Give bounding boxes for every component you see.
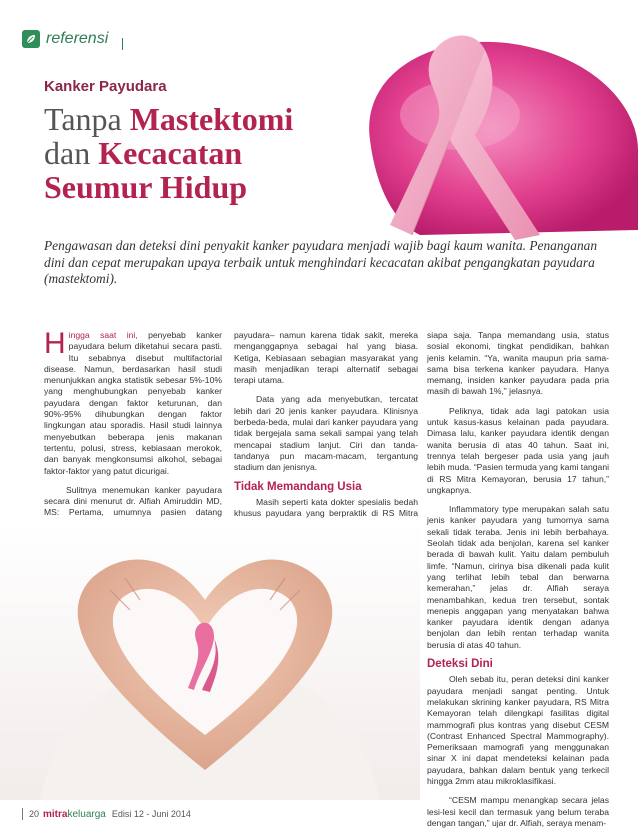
leaf-icon — [22, 30, 40, 48]
paragraph: Oleh sebab itu, peran deteksi dini kanker payudara menjadi sangat penting. Untuk melakukan skrining kanker payudara, RS Mitra Kemayoran telah dilengkapi fasilitas digital mammografi plus kontras yang disebut CESM (Contrast Enhanced Spectral Mammography). Pemeriksaan mamografi yang menggunakan sinar X ini dapat mendeteksi kelainan pada payudara, bahkan dalam bentuk yang terkecil hingga 2mm atau mikroklasifikasi. — [427, 674, 609, 786]
subheading: Deteksi Dini — [427, 658, 493, 671]
page-number: 20 — [29, 809, 40, 819]
title-emphasis: Mastektomi — [129, 101, 294, 137]
paragraph: payudara– namun karena tidak sakit, mereka menganggapnya sebagai hal yang biasa. Ketiga, Kebiasaan sebagian masyarakat yang masih menjadikan terapi alternatif sebagai terapi utama. — [234, 330, 418, 386]
lead-in: ingga saat ini, — [68, 330, 138, 340]
title-emphasis: Kecacatan — [98, 135, 243, 171]
paragraph: Inflammatory type merupakan salah satu jenis kanker payudara yang tumornya sama sekali tidak teraba. Jenis ini lebih berbahaya. Seolah tidak ada benjolan, karena sel kanker berada di bawah kulit. Yaitu dalam pembuluh limfe. “Namun, cirinya bisa dikenali pada kulit yang terlihat lebih tebal dan berwarna kemerahan,” jelas dr. Alfiah seraya menambahkan, kedua tren tersebut, sontak menepis anggapan yang menyatakan bahwa kanker payudara identik dengan adanya benjolan dan lebih rentan terhadap wanita berusia di atas 40 tahun. — [427, 504, 609, 650]
title-line-3 — [44, 170, 293, 204]
paragraph — [44, 327, 222, 477]
topic-label: Kanker Payudara — [44, 78, 167, 95]
title-line-2 — [44, 136, 293, 170]
section-tag — [22, 28, 108, 50]
section-label: referensi — [46, 30, 109, 47]
drop-cap: H — [44, 327, 66, 360]
subheading: Tidak Memandang Usia — [234, 480, 362, 493]
text-column-2 — [234, 330, 418, 550]
title-line-1 — [44, 102, 293, 136]
boxing-glove-ribbon-image — [300, 20, 638, 240]
text-column-3 — [427, 330, 609, 837]
title-text: Tanpa — [44, 101, 130, 137]
paragraph: siapa saja. Tanpa memandang usia, status sosial ekonomi, tingkat pendidikan, bahkan jenis kelamin. “Ya, wanita maupun pria sama-sama bisa terkena kanker payudara. Hanya memang, insiden kanker payudara pada pria masih di bawah 1%,” jelasnya. — [427, 330, 609, 397]
paragraph-text: penyebab kanker payudara belum diketahui secara pasti. Itu sebabnya disebut multifactorial disease. Namun, berdasarkan hasil studi menunjukkan angka statistik sebesar 5%-10% yang menghubungkan penyebab kanker payudara dengan faktor keturunan, dan 90%-95% dihubungkan dengan faktor lingkungan atau sporadis. Hasil studi lainnya menyebutkan beberapa jenis makanan tertentu, polusi, stress, kebiasaan merokok, dan banyak mengkonsumsi alkohol, sebagai faktor-faktor yang patut dicurigai. — [44, 330, 222, 476]
paragraph: Peliknya, tidak ada lagi patokan usia untuk kasus-kasus kelainan pada payudara. Dimasa lalu, kanker payudara identik dengan wanita berusia di atas 40 tahun. Saat ini, trennya telah bergeser pada usia yang jauh lebih muda. “Pasien termuda yang kami tangani di RS Mitra Kemayoran, berusia 17 tahun,” ungkapnya. — [427, 405, 610, 495]
edition-text: Edisi 12 - Juni 2014 — [111, 809, 191, 819]
footer-divider — [22, 808, 23, 820]
brand-mitra: mitra — [43, 808, 68, 820]
paragraph: Sulitnya menemukan kanker payudara secara dini menurut dr. Alfiah Amiruddin MD, MS: Pertama, umumnya pasien datang — [44, 484, 222, 518]
paragraph: “CESM mampu menangkap secara jelas lesi-lesi kecil dan termasuk yang belum teraba dengan tangan,” ujar dr. Alfiah, seraya menam- — [427, 795, 609, 828]
paragraph: Masih seperti kata dokter spesialis bedah khusus payudara yang berpraktik di RS Mitra — [234, 496, 418, 519]
lead-paragraph: Pengawasan dan deteksi dini penyakit kanker payudara menjadi wajib bagi kaum wanita. Penanganan dini dan cepat merupakan upaya terbaik untuk menghindari kecacatan akibat pengangkatan payudara (mastektomi). — [44, 238, 598, 287]
paragraph: Data yang ada menyebutkan, tercatat lebih dari 20 jenis kanker payudara. Klinisnya berbeda-beda, mulai dari kanker payudara yang tidak bergejala sama sekali sampai yang telah mencapai stadium lanjut. Ciri dan tanda-tandanya pun macam-macam, tergantung stadium dan jenisnya. — [234, 394, 418, 473]
heart-hands-photo — [0, 520, 420, 800]
article-title — [44, 102, 293, 204]
page-footer — [22, 806, 191, 822]
section-divider — [118, 38, 123, 50]
brand-keluarga: keluarga — [67, 808, 106, 820]
title-emphasis: Seumur Hidup — [44, 169, 248, 205]
title-text: dan — [44, 135, 99, 171]
